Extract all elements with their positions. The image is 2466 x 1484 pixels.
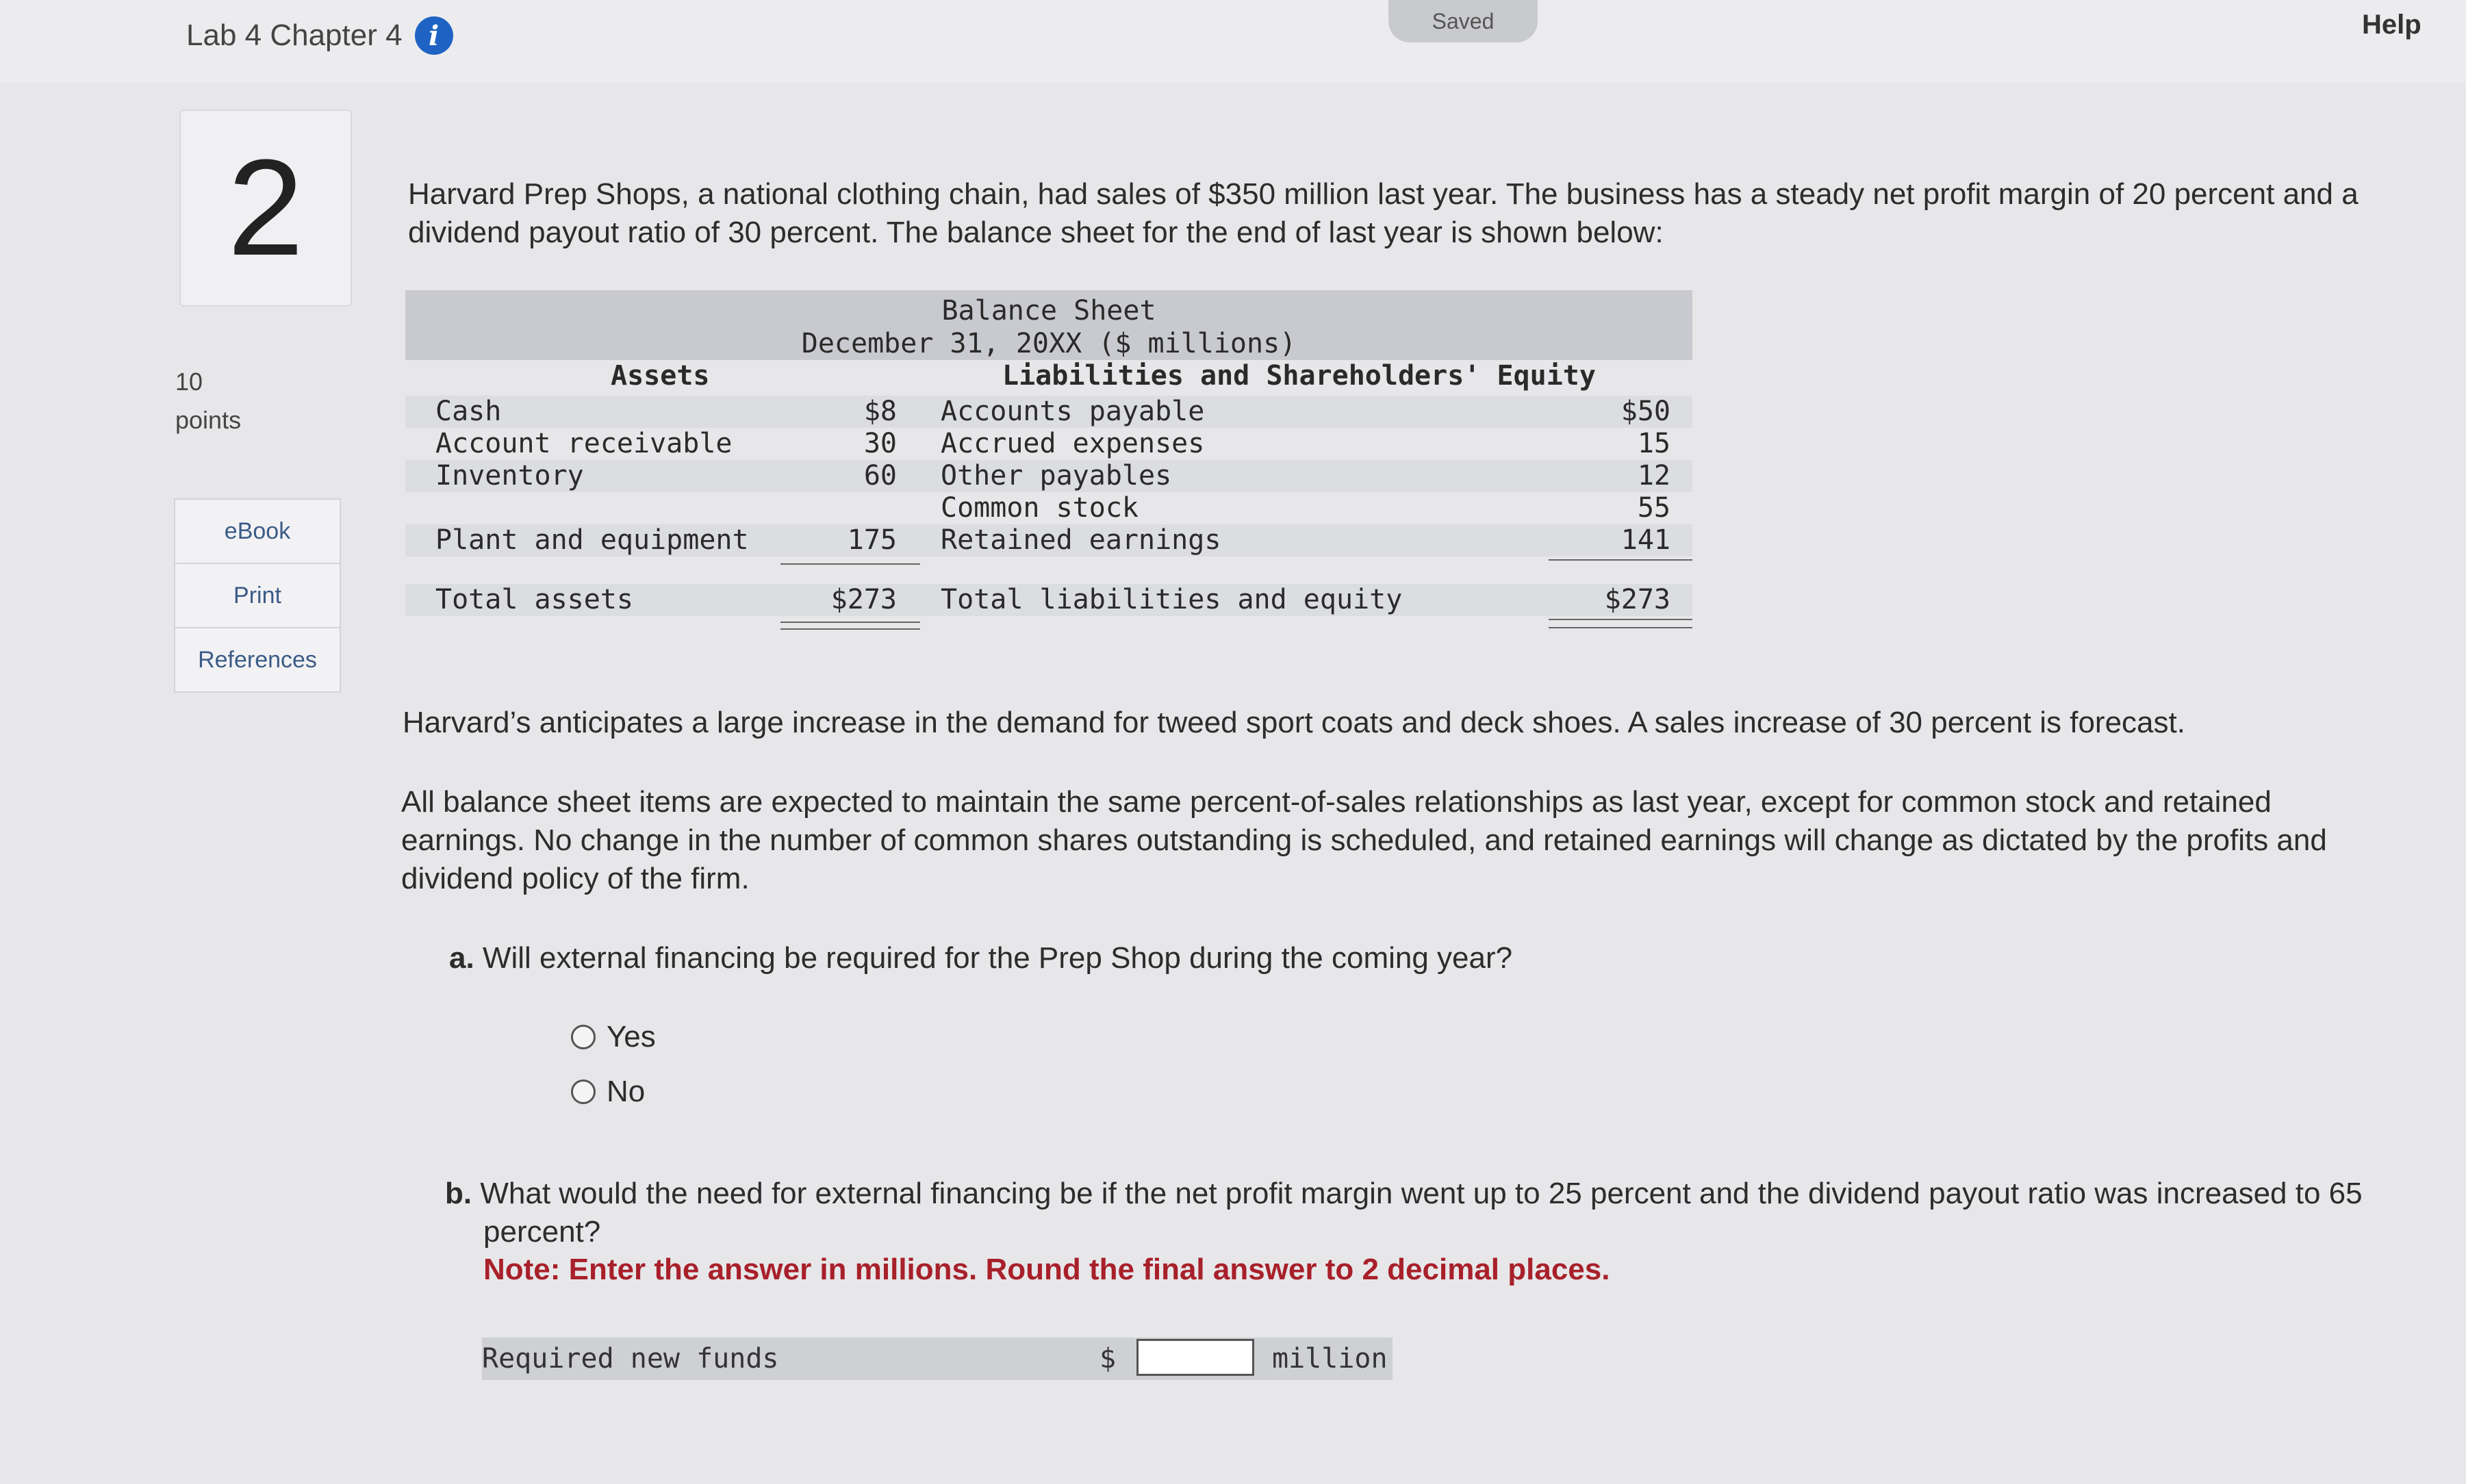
radio-no[interactable] (571, 1079, 596, 1104)
liabilities-header: Liabilities and Shareholders' Equity (1002, 360, 1596, 392)
asset-value: $8 (863, 396, 897, 427)
answer-row (482, 1338, 1393, 1380)
answer-label: Required new funds (482, 1343, 779, 1374)
part-b-note: Note: Enter the answer in millions. Round the final answer to 2 decimal places. (483, 1253, 1610, 1286)
answer-unit: million (1272, 1343, 1388, 1374)
liability-label: Retained earnings (941, 524, 1221, 556)
help-button[interactable]: Help (2362, 10, 2421, 40)
liability-value: 141 (1620, 524, 1670, 556)
asset-value: 175 (847, 524, 897, 556)
total-liabilities-label: Total liabilities and equity (941, 584, 1403, 615)
side-nav (174, 498, 341, 693)
table-row (405, 428, 1692, 460)
spacer-row (405, 556, 1692, 584)
asset-label: Account receivable (435, 428, 733, 459)
total-rule (780, 628, 920, 630)
asset-value: 60 (863, 460, 897, 491)
points-value: 10 (175, 368, 203, 396)
total-rule (1549, 619, 1692, 620)
currency-symbol: $ (1099, 1343, 1117, 1374)
info-icon[interactable]: i (415, 16, 453, 55)
asset-label: Plant and equipment (435, 524, 749, 556)
ebook-button[interactable]: eBook (174, 498, 341, 564)
asset-label: Cash (435, 396, 502, 427)
part-a-question (449, 939, 2366, 977)
double-rule-row (405, 616, 1692, 637)
assets-header: Assets (611, 360, 710, 392)
print-button[interactable]: Print (174, 564, 341, 628)
saved-status: Saved (1388, 0, 1538, 42)
part-a-label: a. (449, 941, 474, 975)
asset-value: 30 (863, 428, 897, 459)
subtotal-rule (1549, 559, 1692, 561)
balance-sheet-column-headers (405, 360, 1692, 396)
points-info (175, 363, 241, 439)
table-row (405, 524, 1692, 556)
option-yes-label: Yes (607, 1020, 656, 1053)
problem-intro: Harvard Prep Shops, a national clothing chain, had sales of $350 million last year. The business has a steady net profit margin of 20 percent and a dividend payout ratio of 30 percent. The balance sheet for the end of last year is shown below: (408, 177, 2359, 249)
part-b-text: What would the need for external financing be if the net profit margin went up to 25 percent and the dividend payout ratio was increased to 65 percent? (480, 1177, 2363, 1249)
part-a-text: Will external financing be required for the Prep Shop during the coming year? (482, 941, 1513, 975)
liability-label: Other payables (941, 460, 1172, 491)
total-rule (1549, 627, 1692, 628)
subtotal-rule (780, 563, 920, 565)
part-b-question (445, 1175, 2448, 1251)
liability-value: 55 (1637, 492, 1670, 524)
total-liabilities-value: $273 (1604, 584, 1670, 615)
balance-sheet (405, 290, 1692, 637)
balance-sheet-header (405, 290, 1692, 360)
assignment-title (186, 16, 453, 55)
total-assets-value: $273 (830, 584, 897, 615)
question-number-box (179, 110, 352, 307)
question-number: 2 (227, 131, 304, 284)
liability-value: $50 (1620, 396, 1670, 427)
balance-sheet-subtitle: December 31, 20XX ($ millions) (801, 328, 1297, 359)
liability-value: 12 (1637, 460, 1670, 491)
table-row (405, 492, 1692, 524)
required-new-funds-input[interactable] (1136, 1339, 1254, 1376)
total-assets-label: Total assets (435, 584, 633, 615)
liability-label: Accounts payable (941, 396, 1205, 427)
option-yes[interactable] (571, 1020, 656, 1054)
points-label: points (175, 406, 242, 434)
table-row (405, 460, 1692, 492)
option-no[interactable] (571, 1075, 645, 1109)
problem-paragraph-2: Harvard’s anticipates a large increase in the demand for tweed sport coats and deck shoes. A sales increase of 30 percent is forecast. (403, 706, 2185, 739)
total-rule (780, 622, 920, 623)
table-row-total (405, 584, 1692, 616)
radio-yes[interactable] (571, 1025, 596, 1049)
references-button[interactable]: References (174, 628, 341, 693)
balance-sheet-title: Balance Sheet (941, 295, 1156, 327)
asset-label: Inventory (435, 460, 584, 491)
assignment-title-text: Lab 4 Chapter 4 (186, 18, 403, 52)
table-row (405, 396, 1692, 428)
liability-label: Accrued expenses (941, 428, 1205, 459)
problem-paragraph-3: All balance sheet items are expected to maintain the same percent-of-sales relationships as last year, except for common stock and retained earnings. No change in the number of common shares outstanding is scheduled, and retained earnings will change as dictated by the profits and dividend policy of the firm. (401, 785, 2327, 895)
liability-label: Common stock (941, 492, 1139, 524)
liability-value: 15 (1637, 428, 1670, 459)
part-b-label: b. (445, 1177, 472, 1210)
option-no-label: No (607, 1075, 646, 1108)
